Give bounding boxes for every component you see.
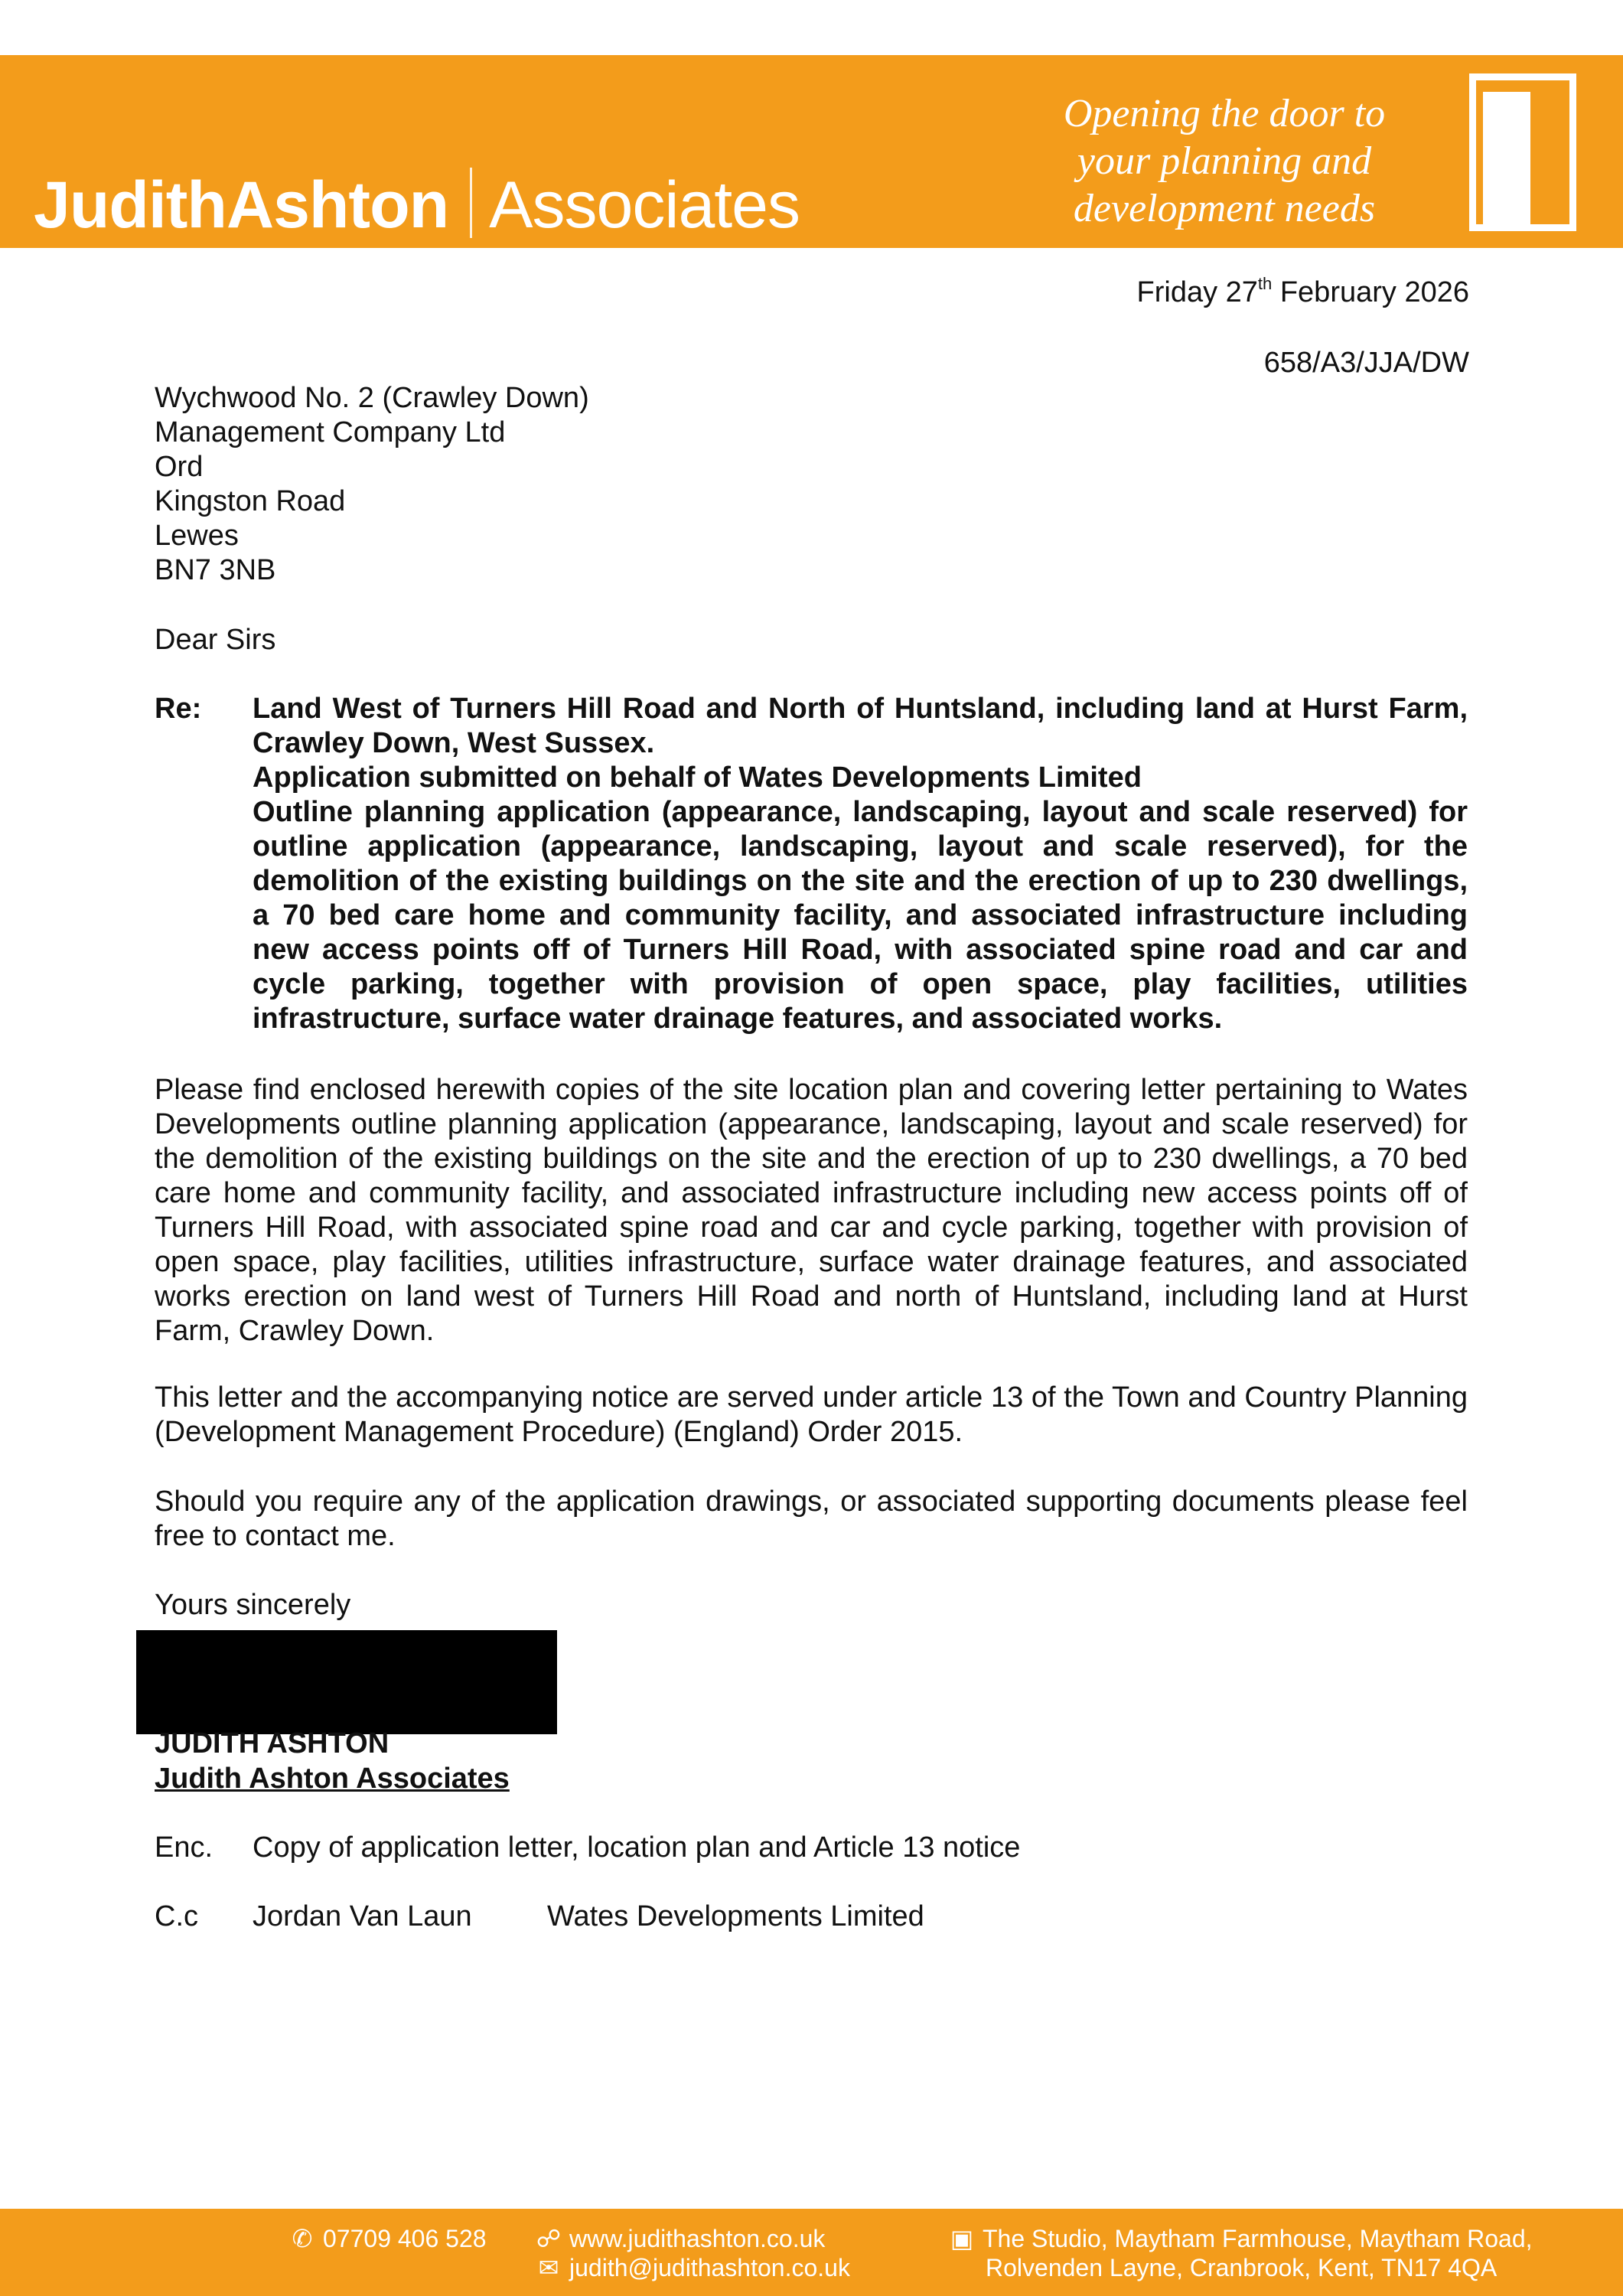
cc-name: Jordan Van Laun [253, 1900, 472, 1932]
door-leaf-icon [1483, 92, 1530, 231]
phone-number: 07709 406 528 [323, 2225, 487, 2252]
letter-date [918, 276, 1469, 310]
tagline-line: Opening the door to [1063, 92, 1386, 135]
redacted-signature [136, 1630, 557, 1734]
company-logo [34, 167, 800, 243]
tagline [995, 90, 1454, 233]
re-site-line: Land West of Turners Hill Road and North of Huntsland, including land at Hurst Farm, Crawley Down, West Sussex. [253, 693, 1468, 759]
footer-banner [0, 2209, 1623, 2296]
building-icon: ▣ [950, 2225, 974, 2252]
enclosure-label: Enc. [155, 1831, 213, 1864]
re-description-line: Outline planning application (appearance, landscaping, layout and scale reserved) for outline application (appearance, landscaping, layout and scale reserved), for the demolition of the existing buildings on the site and the erection of up to 230 dwellings, a 70 bed care home and community facility, and associated infrastructure including new access points off of Turners Hill Road, with associated spine road and car and cycle parking, together with provision of open space, play facilities, utilities infrastructure, surface water drainage features, and associated works. [253, 796, 1468, 1035]
tagline-line: your planning and [1077, 139, 1372, 183]
date-day: Friday 27 [1136, 276, 1258, 308]
address-line: Ord [155, 451, 204, 483]
footer-website[interactable] [536, 2224, 825, 2253]
address-line: Management Company Ltd [155, 416, 506, 448]
logo-name-light: Associates [489, 168, 800, 242]
address-line: Kingston Road [155, 485, 346, 517]
closing: Yours sincerely [155, 1589, 351, 1621]
date-ordinal: th [1257, 274, 1273, 293]
mail-icon: ✉ [538, 2254, 559, 2281]
signer-company: Judith Ashton Associates [155, 1763, 510, 1795]
enclosure-text: Copy of application letter, location plan and Article 13 notice [253, 1831, 1021, 1864]
re-subject [253, 692, 1468, 1036]
footer-address-line-2: Rolvenden Layne, Cranbrook, Kent, TN17 4QA [986, 2254, 1498, 2281]
footer-address [949, 2224, 1533, 2253]
logo-divider [470, 168, 472, 238]
body-paragraph: This letter and the accompanying notice are served under article 13 of the Town and Country Planning (Development Management Procedure) (England) Order 2015. [155, 1381, 1468, 1448]
logo-name-bold: JudithAshton [34, 168, 449, 242]
letter-reference: 658/A3/JJA/DW [1263, 347, 1469, 379]
body-paragraph: Should you require any of the application drawings, or associated supporting documents please feel free to contact me. [155, 1486, 1468, 1552]
body-paragraph: Please find enclosed herewith copies of the site location plan and covering letter pertaining to Wates Developments outline planning application (appearance, landscaping, layout and scale reserved) for the demolition of the existing buildings on the site and the erection of up to 230 dwellings, a 70 bed care home and community facility, and associated infrastructure including new access points off of Turners Hill Road, with associated spine road and car and cycle parking, together with provision of open space, play facilities, utilities infrastructure, surface water drainage features, and associated works erection on land west of Turners Hill Road and north of Huntsland, including land at Hurst Farm, Crawley Down. [155, 1074, 1468, 1347]
globe-icon: ☍ [536, 2225, 562, 2252]
footer-email[interactable] [536, 2253, 850, 2282]
address-line-1: The Studio, Maytham Farmhouse, Maytham Road, [983, 2225, 1533, 2252]
tagline-line: development needs [1073, 187, 1376, 230]
address-line: Wychwood No. 2 (Crawley Down) [155, 382, 589, 414]
recipient-address [155, 381, 843, 588]
email-link[interactable]: judith@judithashton.co.uk [569, 2254, 850, 2281]
address-line: BN7 3NB [155, 554, 276, 586]
cc-label: C.c [155, 1900, 198, 1932]
website-link[interactable]: www.judithashton.co.uk [569, 2225, 826, 2252]
address-line: Lewes [155, 520, 239, 552]
re-label: Re: [155, 693, 202, 725]
cc-company: Wates Developments Limited [547, 1900, 924, 1932]
date-month-year: February 2026 [1272, 276, 1469, 308]
footer-phone [289, 2224, 487, 2253]
signer-name: JUDITH ASHTON [155, 1727, 389, 1760]
salutation: Dear Sirs [155, 624, 276, 656]
re-applicant-line: Application submitted on behalf of Wates Developments Limited [253, 762, 1142, 794]
phone-icon: ✆ [292, 2225, 313, 2252]
